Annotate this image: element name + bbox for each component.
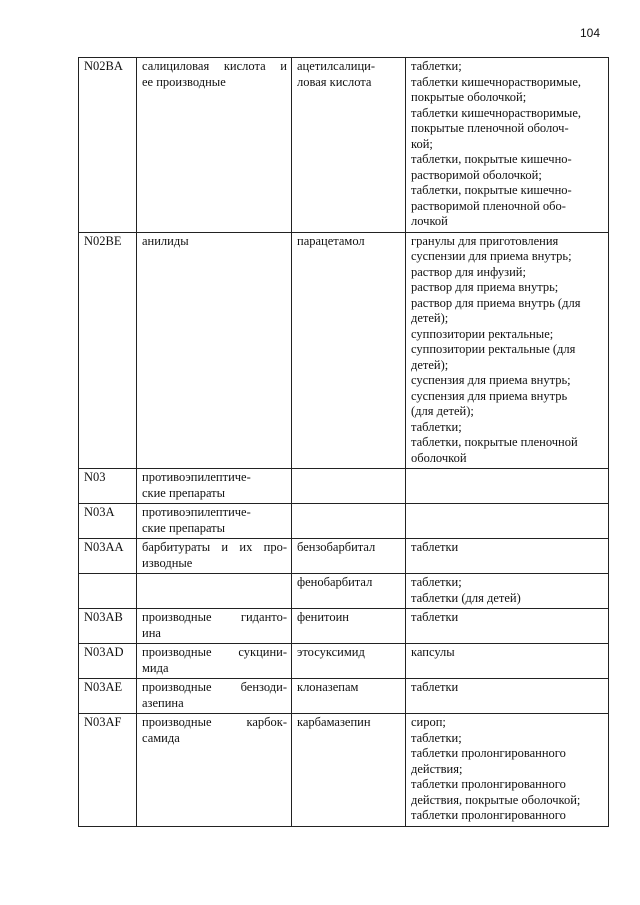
table-row	[79, 539, 609, 574]
table-body	[79, 58, 609, 827]
cell-text: N02BA	[84, 59, 123, 73]
cell-line: таблетки (для детей)	[411, 590, 521, 605]
dosage-forms-cell	[406, 232, 609, 469]
cell-line: азепина	[142, 695, 184, 710]
cell-line: действия, покрытые оболочкой;	[411, 792, 581, 807]
drug-classification-table	[78, 57, 609, 827]
group-name-cell	[137, 232, 292, 469]
cell-line: производные гиданто-	[142, 610, 287, 624]
dosage-forms-cell	[406, 644, 609, 679]
cell-line: растворимой оболочкой;	[411, 167, 542, 182]
cell-line: таблетки;	[411, 59, 462, 73]
atc-code-cell	[79, 644, 137, 679]
cell-line: самида	[142, 730, 180, 745]
cell-line: ловая кислота	[297, 74, 372, 89]
atc-code-cell	[79, 679, 137, 714]
table-row	[79, 644, 609, 679]
atc-code-cell	[79, 609, 137, 644]
cell-line: таблетки, покрытые кишечно-	[411, 152, 572, 166]
cell-line: (для детей);	[411, 404, 474, 418]
substance-cell	[292, 679, 406, 714]
group-name-cell	[137, 58, 292, 233]
cell-line: детей);	[411, 311, 449, 325]
atc-code-cell	[79, 469, 137, 504]
dosage-forms-cell	[406, 504, 609, 539]
cell-line: раствор для приема внутрь (для	[411, 295, 581, 310]
atc-code-cell	[79, 539, 137, 574]
cell-text: N03	[84, 470, 106, 484]
cell-line: этосуксимид	[297, 645, 365, 659]
cell-line: клоназепам	[297, 680, 359, 694]
cell-line: производные карбок-	[142, 715, 287, 729]
atc-code-cell	[79, 58, 137, 233]
cell-line: кой;	[411, 136, 433, 151]
cell-line: покрытые оболочкой;	[411, 90, 527, 104]
cell-line: раствор для инфузий;	[411, 264, 526, 279]
cell-line: таблетки пролонгированного	[411, 777, 566, 791]
cell-line: ские препараты	[142, 520, 226, 535]
substance-cell	[292, 644, 406, 679]
cell-text: N03AE	[84, 680, 123, 694]
cell-text: N02BE	[84, 233, 122, 248]
cell-line: производные сукцини-	[142, 645, 287, 659]
cell-line: фенитоин	[297, 610, 349, 624]
cell-text: N03A	[84, 505, 115, 519]
dosage-forms-cell	[406, 574, 609, 609]
cell-line: раствор для приема внутрь;	[411, 280, 559, 294]
group-name-cell	[137, 539, 292, 574]
cell-line: таблетки;	[411, 419, 462, 434]
cell-line: таблетки;	[411, 575, 462, 589]
dosage-forms-cell	[406, 714, 609, 827]
cell-text: N03AA	[84, 540, 124, 554]
cell-line: суспензия для приема внутрь;	[411, 373, 571, 387]
cell-line: парацетамол	[297, 233, 365, 248]
cell-line: таблетки, покрытые кишечно-	[411, 183, 572, 197]
substance-cell	[292, 714, 406, 827]
cell-line: сироп;	[411, 715, 446, 729]
cell-text: N03AB	[84, 610, 123, 624]
group-name-cell	[137, 679, 292, 714]
cell-line: суспензия для приема внутрь	[411, 388, 568, 403]
substance-cell	[292, 58, 406, 233]
cell-line: противоэпилептиче-	[142, 505, 251, 519]
cell-line: ина	[142, 625, 161, 640]
cell-line: таблетки кишечнорастворимые,	[411, 105, 581, 120]
cell-text: N03AF	[84, 715, 122, 729]
atc-code-cell	[79, 714, 137, 827]
cell-line: суппозитории ректальные;	[411, 326, 554, 341]
group-name-cell	[137, 469, 292, 504]
dosage-forms-cell	[406, 58, 609, 233]
cell-line: таблетки	[411, 540, 459, 554]
cell-line: суппозитории ректальные (для	[411, 342, 576, 356]
substance-cell	[292, 469, 406, 504]
atc-code-cell	[79, 232, 137, 469]
cell-line: таблетки;	[411, 730, 462, 745]
group-name-cell	[137, 609, 292, 644]
cell-line: изводные	[142, 555, 193, 570]
cell-line: лочкой	[411, 214, 448, 228]
atc-code-cell	[79, 504, 137, 539]
cell-line: таблетки кишечнорастворимые,	[411, 74, 581, 89]
group-name-cell	[137, 644, 292, 679]
cell-line: карбамазепин	[297, 715, 371, 729]
cell-line: оболочкой	[411, 450, 467, 465]
substance-cell	[292, 539, 406, 574]
table-row	[79, 679, 609, 714]
cell-line: ацетилсалици-	[297, 59, 376, 73]
cell-line: гранулы для приготовления	[411, 233, 559, 248]
cell-line: анилиды	[142, 233, 189, 248]
dosage-forms-cell	[406, 679, 609, 714]
cell-line: ские препараты	[142, 485, 226, 500]
dosage-forms-cell	[406, 609, 609, 644]
table-row	[79, 232, 609, 469]
cell-line: производные бензоди-	[142, 680, 287, 694]
cell-line: таблетки, покрытые пленочной	[411, 435, 578, 449]
substance-cell	[292, 609, 406, 644]
table-row	[79, 574, 609, 609]
cell-line: капсулы	[411, 645, 455, 659]
cell-line: покрытые пленочной оболоч-	[411, 121, 569, 135]
table-row	[79, 58, 609, 233]
table-row	[79, 714, 609, 827]
table-row	[79, 504, 609, 539]
cell-line: противоэпилептиче-	[142, 470, 251, 484]
group-name-cell	[137, 504, 292, 539]
page-number: 104	[579, 26, 600, 40]
cell-line: суспензии для приема внутрь;	[411, 249, 572, 263]
substance-cell	[292, 504, 406, 539]
cell-line: действия;	[411, 761, 463, 776]
atc-code-cell	[79, 574, 137, 609]
substance-cell	[292, 232, 406, 469]
table-row	[79, 609, 609, 644]
cell-line: бензобарбитал	[297, 540, 376, 554]
cell-line: таблетки	[411, 680, 459, 694]
dosage-forms-cell	[406, 539, 609, 574]
cell-text: N03AD	[84, 645, 124, 659]
group-name-cell	[137, 714, 292, 827]
cell-line: салициловая кислота и	[142, 59, 287, 73]
cell-line: барбитураты и их про-	[142, 540, 287, 554]
cell-line: растворимой пленочной обо-	[411, 198, 566, 213]
cell-line: ее производные	[142, 74, 226, 89]
cell-line: фенобарбитал	[297, 575, 373, 589]
cell-line: детей);	[411, 357, 449, 372]
group-name-cell	[137, 574, 292, 609]
dosage-forms-cell	[406, 469, 609, 504]
cell-line: таблетки пролонгированного	[411, 808, 566, 822]
substance-cell	[292, 574, 406, 609]
cell-line: таблетки	[411, 610, 459, 624]
cell-line: мида	[142, 660, 169, 675]
table-row	[79, 469, 609, 504]
cell-line: таблетки пролонгированного	[411, 746, 566, 760]
